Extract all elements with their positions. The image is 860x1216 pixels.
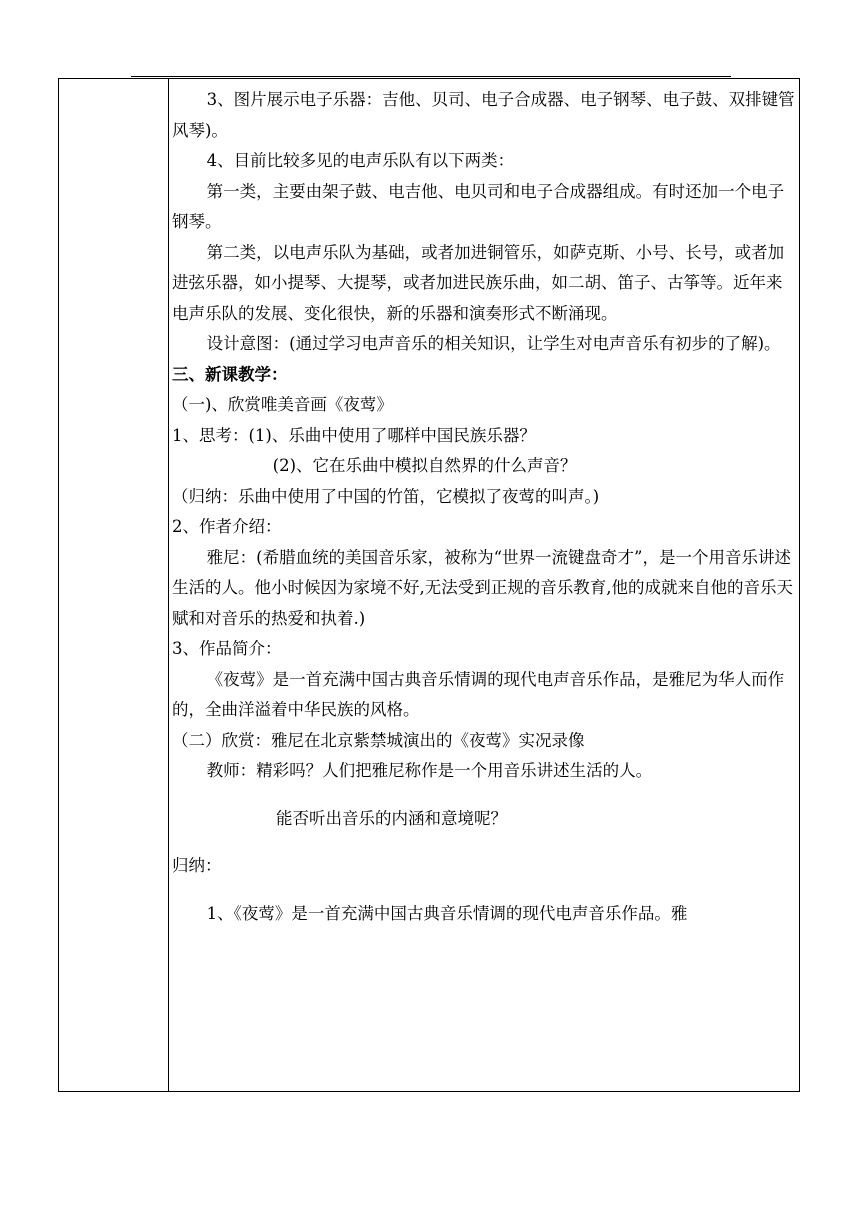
paragraph-yanni-bio: 雅尼：(希腊血统的美国音乐家，被称为“世界一流键盘奇才”，是一个用音乐讲述生活的人。他小时候因为家境不好,无法受到正规的音乐教育,他的成就来自他的音乐天赋和对音乐的热爱和执着.) xyxy=(172,547,793,628)
heading-summary: 归纳： xyxy=(172,856,222,875)
paragraph-electronic-instruments: 3、图片展示电子乐器：吉他、贝司、电子合成器、电子钢琴、电子鼓、双排键管风琴)。 xyxy=(172,90,795,140)
paragraph-band-type-two: 第二类，以电声乐队为基础，或者加进铜管乐，如萨克斯、小号、长号，或者加进弦乐器，如小提琴、大提琴，或者加进民族乐曲，如二胡、笛子、古筝等。近年来电声乐队的发展、变化很快，新的乐器和演奏形式不断涌现。 xyxy=(172,242,785,323)
lesson-table xyxy=(58,78,800,1092)
paragraph-summary-one: 1、《夜莺》是一首充满中国古典音乐情调的现代电声音乐作品。雅 xyxy=(206,903,688,923)
paragraph-band-types: 4、目前比较多见的电声乐队有以下两类： xyxy=(206,151,515,170)
question-one: 1、思考：(1)、乐曲中使用了哪样中国民族乐器？ xyxy=(172,425,536,445)
header-rule xyxy=(131,76,731,77)
lesson-content xyxy=(172,85,797,929)
spacer xyxy=(172,834,797,851)
subsection-appreciate-nightingale: （一)、欣赏唯美音画《夜莺》 xyxy=(172,395,393,414)
paragraph-teacher-question-2: 能否听出音乐的内涵和意境呢？ xyxy=(275,808,507,828)
question-two: (2)、它在乐曲中模拟自然界的什么声音？ xyxy=(272,456,577,475)
section-heading-new-lesson: 三、新课教学： xyxy=(172,364,288,384)
paragraph-design-intent: 设计意图：(通过学习电声音乐的相关知识，让学生对电声音乐有初步的了解)。 xyxy=(206,334,781,353)
heading-work-intro: 3、作品简介： xyxy=(172,639,282,658)
paragraph-summary-flute: （归纳：乐曲中使用了中国的竹笛，它模拟了夜莺的叫声。) xyxy=(172,486,600,506)
paragraph-work-description: 《夜莺》是一首充满中国古典音乐情调的现代电声音乐作品，是雅尼为华人而作的，全曲洋溢着中华民族的风格。 xyxy=(172,669,785,719)
paragraph-teacher-question: 教师：精彩吗？人们把雅尼称作是一个用音乐讲述生活的人。 xyxy=(206,761,653,780)
paragraph-band-type-one: 第一类，主要由架子鼓、电吉他、电贝司和电子合成器组成。有时还加一个电子钢琴。 xyxy=(172,181,785,231)
column-divider xyxy=(168,79,169,1091)
spacer xyxy=(172,882,797,899)
subsection-live-video: （二）欣赏：雅尼在北京紫禁城演出的《夜莺》实况录像 xyxy=(172,730,585,750)
spacer xyxy=(172,787,797,804)
heading-author-intro: 2、作者介绍： xyxy=(172,517,282,536)
